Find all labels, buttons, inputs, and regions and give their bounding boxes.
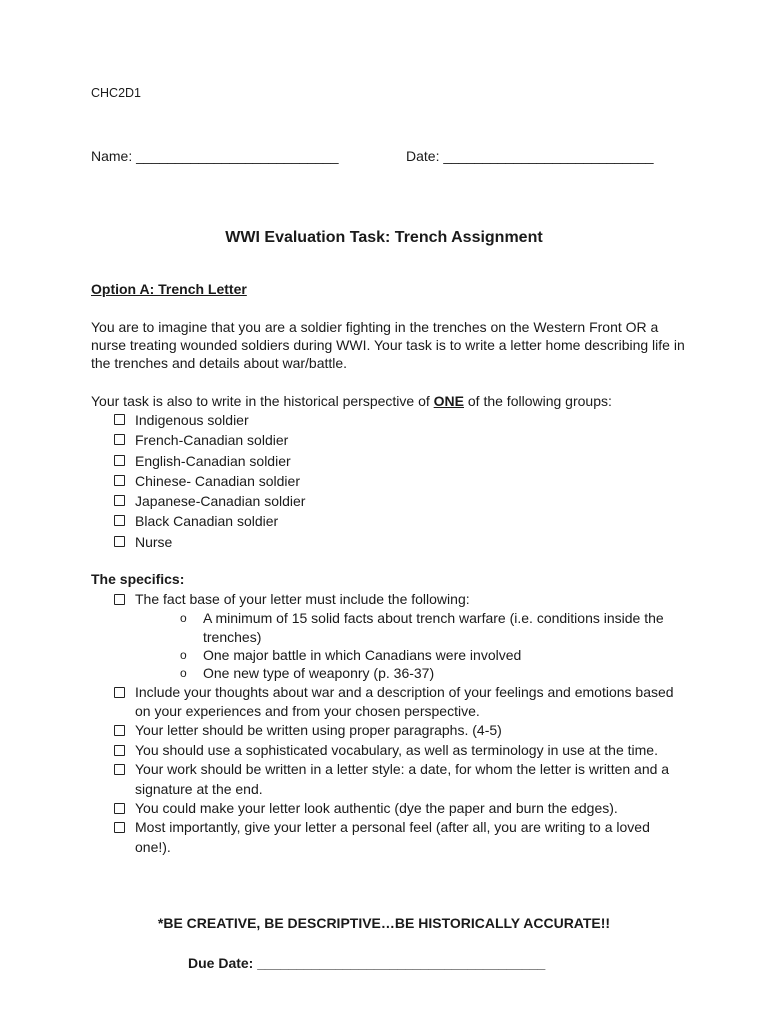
sub-item-text: One new type of weaponry (p. 36-37): [203, 665, 435, 682]
sub-list-item: [180, 664, 683, 682]
checkbox-icon: [114, 764, 125, 775]
circle-bullet-icon: o: [180, 648, 187, 662]
perspective-paragraph: [91, 392, 691, 410]
checkbox-icon: [114, 434, 125, 445]
circle-bullet-icon: o: [180, 611, 187, 626]
checkbox-icon: [114, 515, 125, 526]
checkbox-icon: [114, 414, 125, 425]
closing-statement: *BE CREATIVE, BE DESCRIPTIVE…BE HISTORICALLY ACCURATE!!: [157, 915, 611, 931]
name-blank: __________________________: [136, 148, 339, 164]
groups-list: [113, 411, 305, 553]
list-item: [113, 721, 683, 740]
list-item: [113, 452, 305, 472]
list-item: [113, 683, 683, 722]
specifics-heading: The specifics:: [91, 571, 185, 587]
list-item: [113, 512, 305, 532]
specifics-fact-base: The fact base of your letter must include the following:: [135, 591, 470, 607]
due-date-label: Due Date:: [188, 955, 254, 971]
sub-list-item: [180, 646, 683, 664]
checkbox-icon: [114, 455, 125, 466]
specifics-list: [113, 590, 683, 857]
specifics-item-text: Most importantly, give your letter a personal feel (after all, you are writing to a loved one!).: [135, 819, 650, 855]
list-item: [113, 741, 683, 760]
list-item: [113, 590, 683, 683]
group-label: Japanese-Canadian soldier: [135, 493, 306, 510]
list-item: [113, 818, 683, 857]
group-label: Black Canadian soldier: [135, 513, 279, 530]
sub-list-item: [180, 609, 683, 646]
checkbox-icon: [114, 745, 125, 756]
group-label: French-Canadian soldier: [135, 432, 289, 449]
name-label: Name:: [91, 148, 133, 164]
checkbox-icon: [114, 536, 125, 547]
sub-list: [135, 609, 683, 682]
sub-item-text: One major battle in which Canadians were involved: [203, 647, 522, 663]
list-item: [113, 431, 305, 451]
checkbox-icon: [114, 822, 125, 833]
option-heading: Option A: Trench Letter: [91, 281, 247, 297]
date-blank: ___________________________: [443, 148, 654, 164]
list-item: [113, 799, 683, 818]
intro-paragraph: You are to imagine that you are a soldier fighting in the trenches on the Western Front OR a nurse treating wounded soldiers during WWI. Your task is to write a letter home describing life in the trenches and details about war/battle.: [91, 319, 685, 371]
specifics-item-text: Your letter should be written using proper paragraphs. (4-5): [135, 722, 502, 739]
checkbox-icon: [114, 803, 125, 814]
group-label: English-Canadian soldier: [135, 452, 291, 469]
name-field: [91, 148, 339, 164]
list-item: [113, 533, 305, 553]
course-code: CHC2D1: [91, 86, 142, 100]
list-item: [113, 472, 305, 492]
group-label: Indigenous soldier: [135, 412, 249, 428]
checkbox-icon: [114, 687, 125, 698]
specifics-item-text: Your work should be written in a letter style: a date, for whom the letter is written and a signature at the end.: [135, 761, 670, 797]
page-title: WWI Evaluation Task: Trench Assignment: [225, 229, 543, 246]
list-item: [113, 760, 683, 799]
due-date-blank: _____________________________________: [257, 955, 546, 971]
specifics-item-text: Include your thoughts about war and a description of your feelings and emotions based on your experiences and from your chosen perspective.: [135, 683, 674, 719]
date-label: Date:: [406, 148, 440, 164]
specifics-item-text: You should use a sophisticated vocabulary, as well as terminology in use at the time.: [135, 741, 658, 758]
checkbox-icon: [114, 495, 125, 506]
checkbox-icon: [114, 725, 125, 736]
perspective-text-after: of the following groups:: [464, 393, 612, 409]
specifics-item-text: You could make your letter look authentic (dye the paper and burn the edges).: [135, 800, 618, 817]
list-item: [113, 492, 305, 512]
perspective-emphasis: ONE: [433, 393, 464, 409]
sub-item-text: A minimum of 15 solid facts about trench warfare (i.e. conditions inside the trenches): [203, 610, 664, 645]
checkbox-icon: [114, 475, 125, 486]
checkbox-icon: [114, 594, 125, 605]
date-field: [406, 148, 654, 164]
group-label: Nurse: [135, 533, 173, 550]
group-label: Chinese- Canadian soldier: [135, 472, 300, 489]
list-item: [113, 411, 305, 431]
perspective-text-before: Your task is also to write in the historical perspective of: [91, 393, 434, 409]
circle-bullet-icon: o: [180, 666, 187, 681]
due-date-field: [188, 955, 545, 971]
